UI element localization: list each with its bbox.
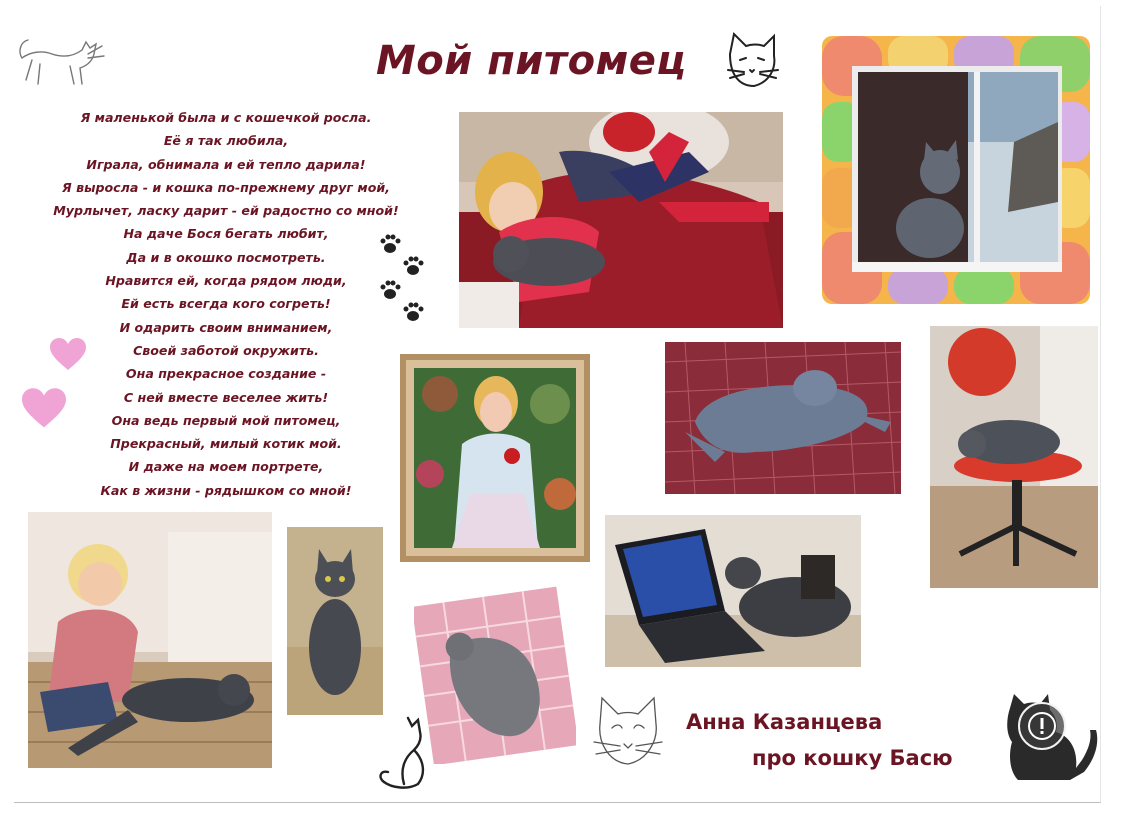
poem-line: Я выросла - и кошка по-прежнему друг мой, [62,179,390,195]
poem-line: И даже на моем портрете, [128,459,324,475]
photo-cat-beside-laptop [605,515,861,667]
author-subtitle: про кошку Басю [752,746,953,770]
poem-line: На даче Бося бегать любит, [123,226,329,242]
photo-child-with-cat-on-rug [28,512,272,768]
poem-line: Я маленькой была и с кошечкой росла. [80,110,372,125]
poem [20,106,432,502]
paw-print-icon [378,232,402,256]
poem-line: Да и в окошко посмотреть. [126,249,326,265]
photo-cat-sitting-on-blanket [287,527,383,715]
sitting-cat-outline-icon [374,712,434,792]
paw-print-icon [401,300,425,324]
poem-line: Она прекрасное создание - [125,366,327,382]
paw-print-icon [401,254,425,278]
author-name: Анна Казанцева [686,710,883,734]
photo-girl-with-cat-on-sofa [459,112,783,328]
poem-line: И одарить своим вниманием, [119,319,333,335]
photo-cat-lying-on-mat [414,586,576,764]
alert-button[interactable] [1018,702,1066,750]
poem-line: Её я так любила, [163,133,289,149]
poem-line: Ей есть всегда кого согреть! [121,296,331,312]
poem-line: С ней вместе веселее жить! [123,389,329,405]
photo-cat-on-red-rug [665,342,901,494]
poem-line: Как в жизни - рядышком со мной! [100,482,352,498]
photo-cat-on-office-chair [930,326,1098,588]
heart-icon [50,338,86,372]
page-title: Мой питомец [376,38,687,84]
photo-portrait-painting [400,354,590,562]
paw-print-icon [378,278,402,302]
heart-icon [22,388,66,430]
cat-face-icon [722,28,782,92]
poem-line: Нравится ей, когда рядом люди, [105,273,347,289]
cat-sketch-face-icon [590,694,666,772]
poem-line: Мурлычет, ласку дарит - ей радостно со мной! [53,203,399,219]
poem-line: Играла, обнимала и ей тепло дарила! [86,156,366,172]
photo-cat-in-window-heart-frame [818,32,1094,308]
poem-line: Она ведь первый мой питомец, [111,412,341,428]
exclamation-icon [1020,704,1064,748]
walking-cat-sketch-icon [16,24,108,92]
poem-line: Прекрасный, милый котик мой. [110,436,342,452]
poem-line: Своей заботой окружить. [133,342,319,358]
